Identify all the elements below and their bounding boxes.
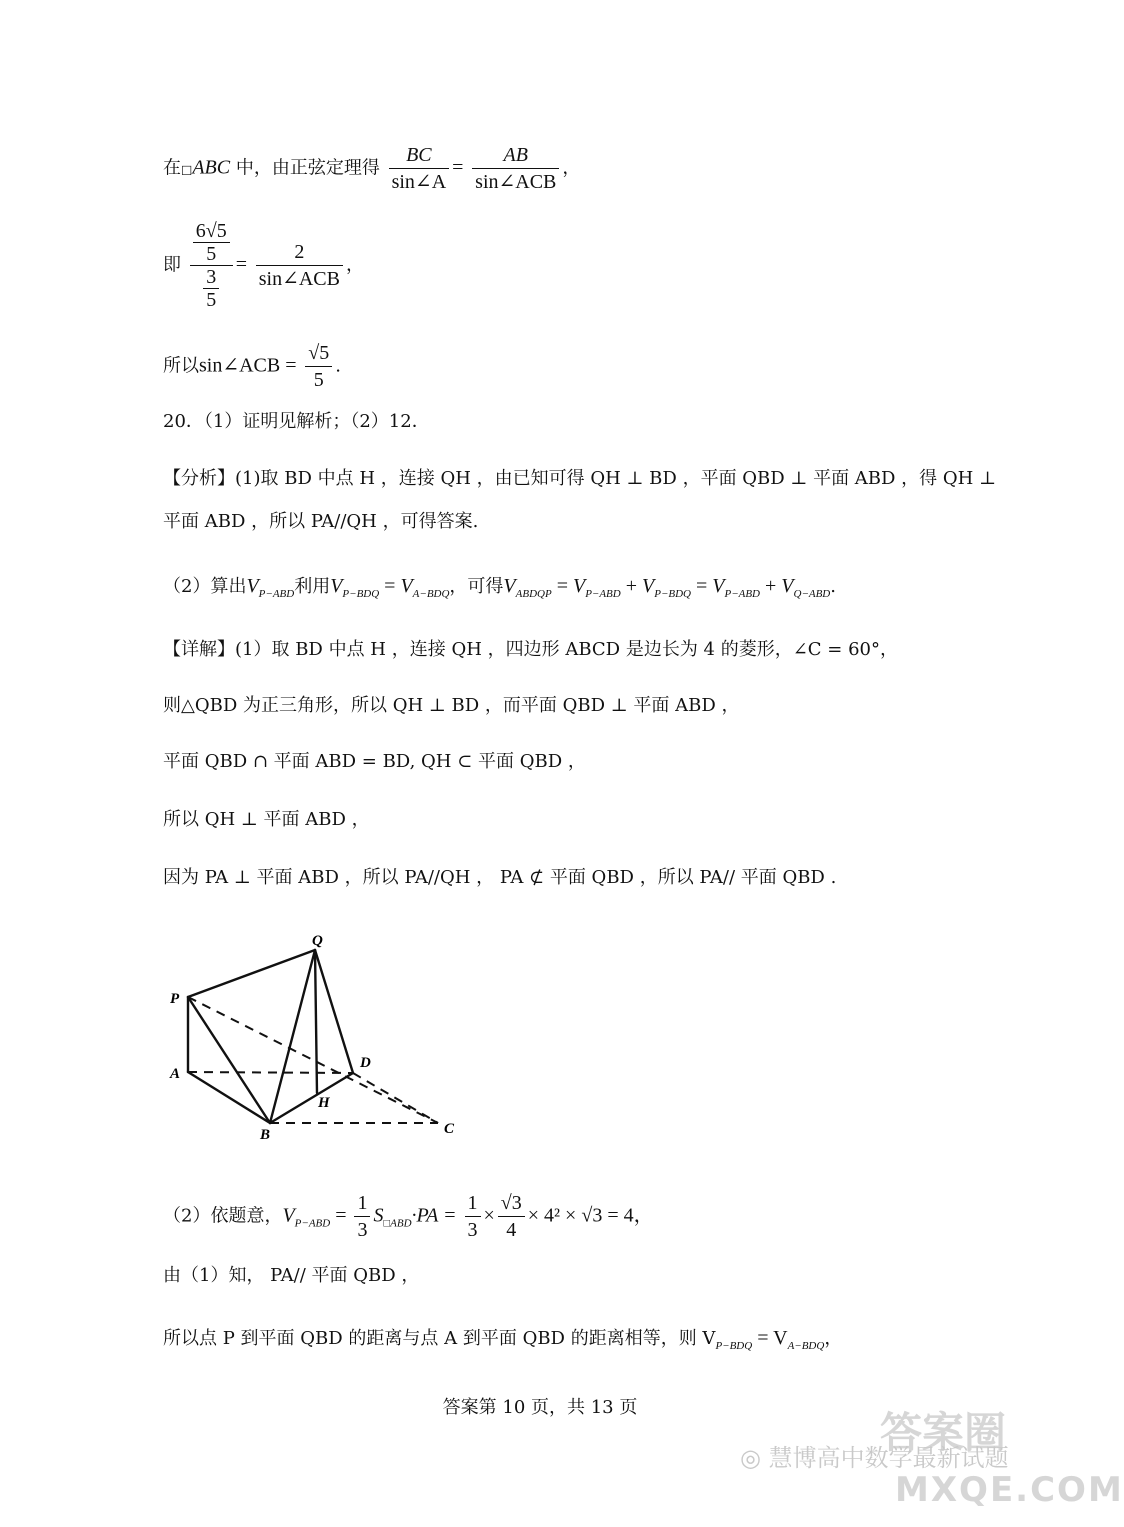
subscript: P−ABD: [724, 588, 760, 600]
edge-QH: [315, 950, 317, 1093]
math: V: [712, 575, 725, 597]
denominator: 3: [467, 1219, 478, 1241]
math: V: [400, 575, 413, 597]
text: 利用: [294, 576, 331, 597]
math: V: [282, 1204, 295, 1227]
numerator: 3: [203, 266, 219, 289]
edge-BD: [270, 1073, 353, 1123]
geometry-figure: [160, 925, 470, 1145]
denominator: 5: [313, 369, 324, 391]
fraction: [354, 1190, 370, 1243]
numerator: BC: [389, 142, 450, 169]
text: .: [830, 576, 836, 597]
fraction: [305, 340, 332, 393]
text: ，可得: [449, 576, 504, 597]
subscript: P−ABD: [585, 588, 621, 600]
subscript: P−ABD: [294, 1217, 331, 1230]
edge-AB: [188, 1072, 270, 1123]
fraction: [498, 1190, 525, 1243]
detail-line-7: [163, 1326, 842, 1358]
subscript: P−BDQ: [715, 1340, 753, 1352]
math: V: [330, 575, 343, 597]
math: V: [572, 575, 586, 597]
fraction: [465, 1190, 481, 1243]
subscript: Q−ABD: [793, 588, 831, 600]
label-P: P: [170, 991, 180, 1007]
denominator: 5: [206, 243, 217, 265]
numerator: 2: [256, 239, 343, 266]
text: 所以点 P 到平面 QBD 的距离与点 A 到平面 QBD 的距离相等，则 V: [163, 1328, 716, 1349]
line-sine-law: [163, 142, 580, 195]
math: ·PA =: [411, 1204, 462, 1227]
equals: =: [379, 575, 401, 597]
subscript: □ABD: [383, 1217, 412, 1230]
text: 中，由正弦定理得: [235, 157, 380, 179]
edge-QD: [315, 950, 353, 1073]
compound-fraction: [190, 220, 233, 311]
equals: =: [551, 575, 573, 597]
watermark-site: MXQE.COM: [895, 1470, 1124, 1510]
fraction: [193, 220, 230, 265]
watermark-logo: 答案圈: [880, 1408, 1007, 1457]
math: V: [246, 575, 259, 597]
math: V: [642, 575, 655, 597]
label-B: B: [260, 1127, 271, 1143]
numerator: AB: [472, 142, 559, 169]
text: （2）依题意，: [163, 1205, 283, 1227]
edge-DC-dashed: [353, 1073, 438, 1123]
text: ，: [824, 1328, 843, 1349]
label-H: H: [318, 1095, 330, 1111]
label-Q: Q: [312, 933, 323, 949]
analysis-line-1: 【分析】(1)取 BD 中点 H ，连接 QH ，由已知可得 QH ⊥ BD ，平面 QBD ⊥ 平面 ABD ，得 QH ⊥: [163, 468, 996, 489]
equals: =: [330, 1204, 352, 1227]
fraction: [203, 266, 219, 311]
subscript: A−BDQ: [412, 588, 450, 600]
subscript: ABDQP: [515, 588, 552, 600]
equals: =: [690, 575, 713, 597]
text: 在: [163, 157, 181, 179]
text: （2）算出: [163, 576, 247, 597]
edge-AD-dashed: [188, 1072, 353, 1073]
denominator: 3: [357, 1219, 368, 1241]
fraction: [472, 142, 559, 195]
text: 所以: [163, 355, 199, 377]
equals: =: [452, 156, 464, 179]
label-D: D: [360, 1055, 371, 1071]
plus: +: [760, 575, 782, 597]
math: V: [503, 575, 516, 597]
edge-PB: [188, 997, 270, 1123]
text: .: [335, 355, 341, 377]
detail-line-1: 【详解】(1）取 BD 中点 H ，连接 QH ，四边形 ABCD 是边长为 4 的菱形，∠C = 60°，: [163, 639, 899, 660]
text: 即: [163, 254, 181, 276]
edge-QB: [270, 950, 315, 1123]
numerator: √3: [498, 1190, 525, 1217]
math: V: [781, 575, 794, 597]
math: = V: [752, 1327, 788, 1349]
numerator: 1: [354, 1190, 370, 1217]
detail-line-2: 则△QBD 为正三角形，所以 QH ⊥ BD ，而平面 QBD ⊥ 平面 ABD ，: [163, 695, 740, 716]
answer-20: 20．（1）证明见解析；（2）12．: [163, 411, 430, 432]
text: ，: [345, 254, 364, 276]
denominator: sin∠A: [391, 171, 447, 193]
detail-line-4: 所以 QH ⊥ 平面 ABD ，: [163, 809, 370, 830]
analysis-line-2: 平面 ABD ，所以 PA//QH ，可得答案.: [163, 511, 479, 532]
denominator: [190, 266, 233, 311]
times: ×: [483, 1204, 495, 1227]
numerator: [190, 220, 233, 266]
denominator: sin∠ACB: [475, 171, 557, 193]
detail-line-6: 由（1）知， PA// 平面 QBD ，: [163, 1265, 420, 1286]
detail-line-5: 因为 PA ⊥ 平面 ABD ，所以 PA//QH ， PA ⊄ 平面 QBD ，所以 PA// 平面 QBD .: [163, 867, 837, 888]
text: □: [181, 162, 193, 177]
numerator: 1: [465, 1190, 481, 1217]
denominator: 4: [506, 1219, 517, 1241]
denominator: sin∠ACB: [258, 268, 340, 290]
plus: +: [620, 575, 642, 597]
subscript: P−ABD: [258, 588, 295, 600]
line-substitution: [163, 220, 364, 311]
edge-PQ: [188, 950, 315, 997]
math: S: [373, 1204, 384, 1227]
line-result-sin: [163, 340, 341, 393]
math: sin∠ACB =: [199, 354, 297, 377]
numerator: √5: [305, 340, 332, 367]
subscript: P−BDQ: [654, 588, 691, 600]
equals: =: [235, 253, 247, 276]
label-C: C: [444, 1121, 455, 1137]
math: ABC: [192, 156, 231, 179]
text: ，: [562, 157, 581, 179]
page-footer: 答案第 10 页，共 13 页: [442, 1397, 638, 1418]
watermark-wechat: [740, 1438, 1009, 1473]
subscript: P−BDQ: [342, 588, 380, 600]
fraction: [256, 239, 343, 292]
edge-PC-dashed: [188, 997, 438, 1123]
label-A: A: [170, 1066, 181, 1082]
fraction: [389, 142, 450, 195]
wechat-icon: ◎: [740, 1444, 761, 1472]
analysis-part2: [163, 574, 836, 606]
watermark-text: 慧博高中数学最新试题: [768, 1444, 1009, 1472]
denominator: 5: [206, 289, 217, 311]
volume-computation: [163, 1190, 654, 1243]
subscript: A−BDQ: [787, 1340, 825, 1352]
numerator: 6√5: [193, 220, 230, 243]
detail-line-3: 平面 QBD ∩ 平面 ABD = BD, QH ⊂ 平面 QBD ，: [163, 751, 586, 772]
math: × 4² × √3 = 4，: [527, 1204, 654, 1227]
